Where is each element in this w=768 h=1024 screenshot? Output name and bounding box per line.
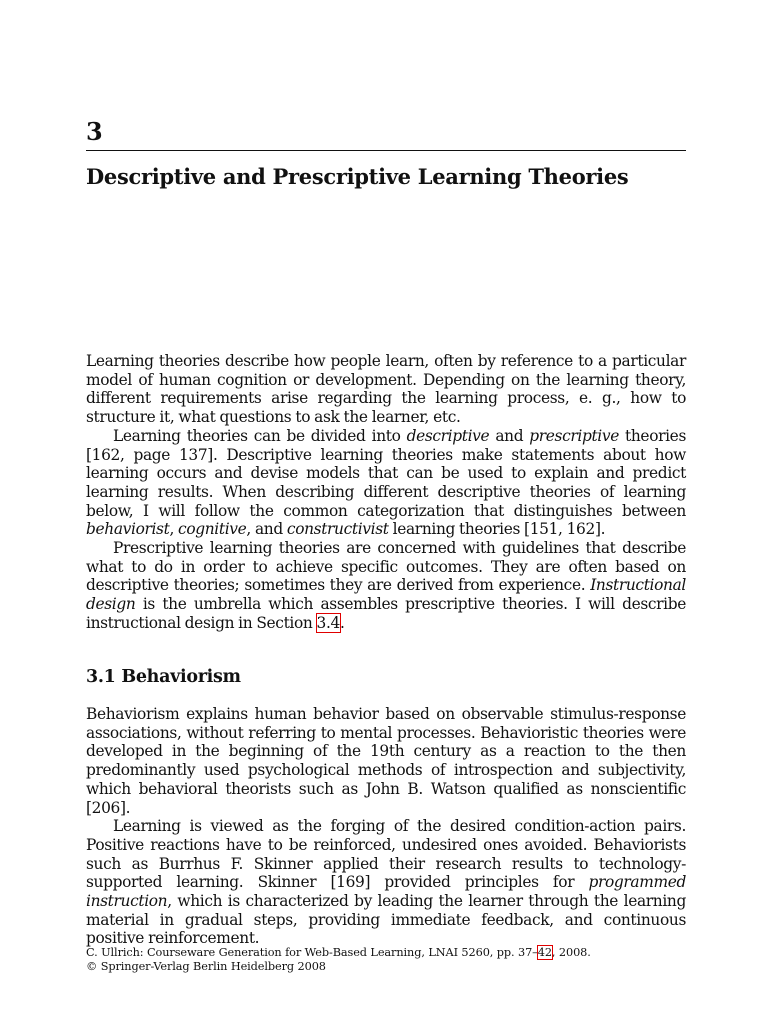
chapter-title: Descriptive and Prescriptive Learning Theories: [86, 164, 629, 189]
behaviorism-paragraph-2: [86, 817, 686, 948]
intro-paragraph-3: [86, 539, 686, 633]
emphasis-behaviorist: behaviorist: [86, 520, 170, 539]
copyright-line: © Springer-Verlag Berlin Heidelberg 2008: [86, 960, 326, 973]
section-behaviorism: [86, 665, 686, 948]
text-run: ,: [169, 520, 179, 539]
text-run: is the umbrella which assembles prescriptive theories. I will describe instructional design in Section: [86, 595, 686, 632]
intro-section: [86, 352, 686, 633]
citation-line: [86, 946, 686, 960]
text-run: .: [339, 613, 345, 632]
text-run: Learning is viewed as the forging of the desired condition-action pairs. Positive reactions have to be reinforced, undesired ones avoided. Behaviorists such as Burrhus F. Skinner applied their research results to technology-supported learning. Skinner [169] provided principles for: [86, 817, 686, 892]
text-run: Learning theories can be divided into: [113, 426, 407, 445]
emphasis-instructional-design: Instructional design: [86, 576, 686, 614]
emphasis-constructivist: constructivist: [286, 520, 389, 539]
intro-paragraph-1: Learning theories describe how people learn, often by reference to a particular model of human cognition or development. Depending on the learning theory, different requirements arise regarding the learning process, e. g., how to structure it, what questions to ask the learner, etc.: [86, 352, 686, 427]
page-footer: [86, 946, 686, 974]
emphasis-descriptive: descriptive: [406, 426, 490, 445]
section-3-4-link[interactable]: 3.4: [316, 613, 340, 632]
intro-paragraph-2: [86, 427, 686, 539]
citation-text: , 2008.: [551, 946, 591, 959]
chapter-rule: [86, 150, 686, 151]
text-run: Prescriptive learning theories are concerned with guidelines that describe what to do in order to achieve specific outcomes. They are often based on descriptive theories; sometimes they are derived from experience.: [86, 539, 686, 595]
text-run: , which is characterized by leading the learner through the learning material in gradual steps, providing immediate feedback, and continuous positive reinforcement.: [86, 892, 686, 948]
chapter-header: [86, 118, 686, 191]
emphasis-programmed-instruction: programmed instruction: [86, 873, 686, 911]
emphasis-cognitive: cognitive: [178, 520, 247, 539]
text-run: , and: [246, 520, 287, 539]
text-run: theories [162, page 137]. Descriptive learning theories make statements about how learning occurs and devise models that can be used to explain and predict learning results. When describing different descriptive theories of learning below, I will follow the common categorization that distinguishes between: [86, 426, 686, 520]
behaviorism-paragraph-1: Behaviorism explains human behavior based on observable stimulus-response associations, without referring to mental processes. Behavioristic theories were developed in the beginning of the 19th century as a reaction to the then predominantly used psychological methods of introspection and subjectivity, which behavioral theorists such as John B. Watson qualified as nonscientific [206].: [86, 705, 686, 817]
section-heading: 3.1 Behaviorism: [86, 667, 241, 687]
citation-text: C. Ullrich: Courseware Generation for Web-Based Learning, LNAI 5260, pp. 37–: [86, 946, 538, 959]
chapter-number: 3: [86, 117, 103, 146]
text-run: and: [489, 426, 530, 445]
emphasis-prescriptive: prescriptive: [529, 426, 619, 445]
text-run: learning theories [151, 162].: [388, 520, 606, 539]
page-end-link[interactable]: 42: [537, 946, 552, 959]
